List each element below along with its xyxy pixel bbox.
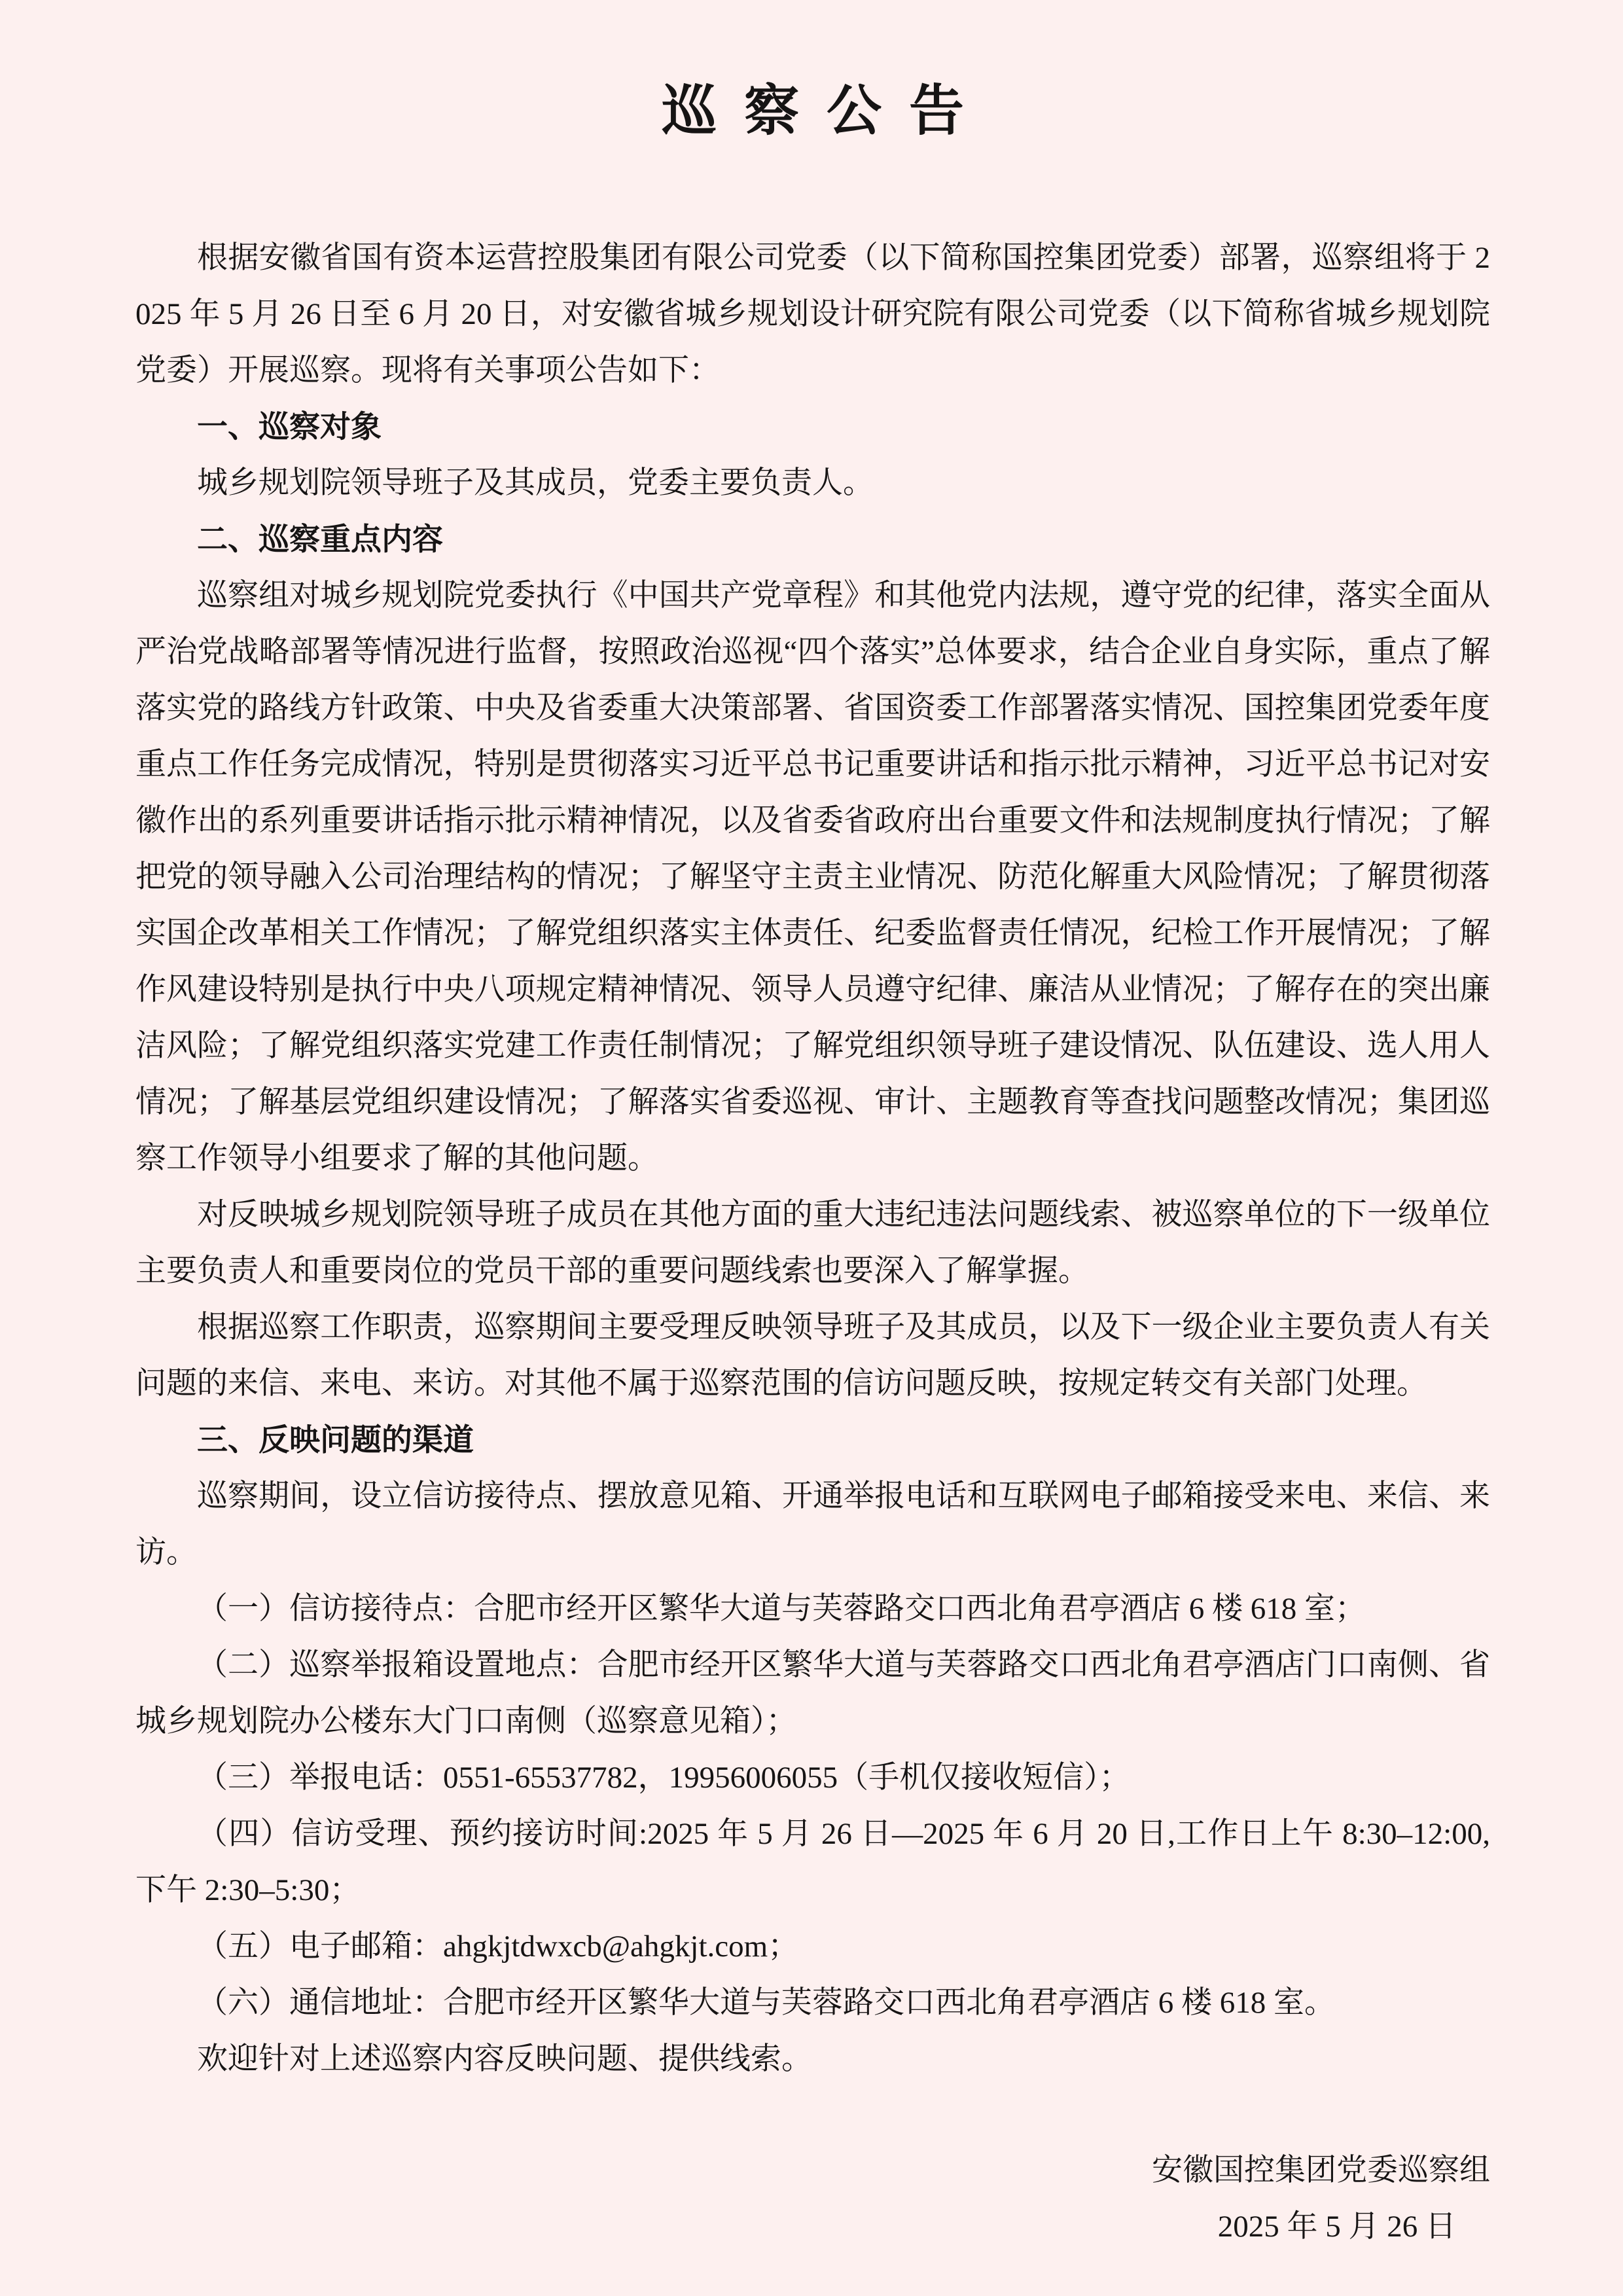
channel-item-3-hotline: （三）举报电话：0551-65537782，19956006055（手机仅接收短信）； — [197, 1761, 1130, 1795]
intro-paragraph: 根据安徽省国有资本运营控股集团有限公司党委（以下简称国控集团党委）部署，巡察组将于 2025 年 5 月 26 日至 6 月 20 日，对安徽省城乡规划设计研究院有限公司党委（以下简称省城乡规划院党委）开展巡察。现将有关事项公告如下： — [135, 241, 1490, 387]
signature-date: 2025 年 5 月 26 日 — [1217, 2210, 1456, 2244]
channel-item-5-email: （五）电子邮箱：ahgkjtdwxcb@ahgkjt.com； — [197, 1929, 799, 1964]
signature-block — [135, 2142, 1490, 2255]
page-title: 巡察公告 — [661, 81, 991, 142]
channel-item-6-mail-address: （六）通信地址：合肥市经开区繁华大道与芙蓉路交口西北角君亭酒店 6 楼 618 室。 — [197, 1986, 1335, 2020]
section-2-heading: 二、巡察重点内容 — [197, 522, 443, 556]
signature-org: 安徽国控集团党委巡察组 — [1152, 2153, 1490, 2187]
section-3-paragraph-intro: 巡察期间，设立信访接待点、摆放意见箱、开通举报电话和互联网电子邮箱接受来电、来信、来访。 — [135, 1479, 1490, 1570]
section-3-heading: 三、反映问题的渠道 — [197, 1422, 474, 1457]
section-2-paragraph-1: 巡察组对城乡规划院党委执行《中国共产党章程》和其他党内法规，遵守党的纪律，落实全面从严治党战略部署等情况进行监督，按照政治巡视“四个落实”总体要求，结合企业自身实际，重点了解落实党的路线方针政策、中央及省委重大决策部署、省国资委工作部署落实情况、国控集团党委年度重点工作任务完成情况，特别是贯彻落实习近平总书记重要讲话和指示批示精神，习近平总书记对安徽作出的系列重要讲话指示批示精神情况，以及省委省政府出台重要文件和法规制度执行情况；了解把党的领导融入公司治理结构的情况；了解坚守主责主业情况、防范化解重大风险情况；了解贯彻落实国企改革相关工作情况；了解党组织落实主体责任、纪委监督责任情况，纪检工作开展情况；了解作风建设特别是执行中央八项规定精神情况、领导人员遵守纪律、廉洁从业情况；了解存在的突出廉洁风险；了解党组织落实党建工作责任制情况；了解党组织领导班子建设情况、队伍建设、选人用人情况；了解基层党组织建设情况；了解落实省委巡视、审计、主题教育等查找问题整改情况；集团巡察工作领导小组要求了解的其他问题。 — [135, 579, 1490, 1175]
closing-paragraph: 欢迎针对上述巡察内容反映问题、提供线索。 — [197, 2042, 812, 2076]
channel-item-1-reception-point: （一）信访接待点：合肥市经开区繁华大道与芙蓉路交口西北角君亭酒店 6 楼 618 室； — [197, 1592, 1366, 1626]
section-1-heading: 一、巡察对象 — [197, 409, 382, 444]
section-2-paragraph-2: 对反映城乡规划院领导班子成员在其他方面的重大违纪违法问题线索、被巡察单位的下一级单位主要负责人和重要岗位的党员干部的重要问题线索也要深入了解掌握。 — [135, 1198, 1490, 1288]
section-1-paragraph: 城乡规划院领导班子及其成员，党委主要负责人。 — [197, 466, 874, 500]
channel-item-4-visit-hours: （四）信访受理、预约接访时间:2025 年 5 月 26 日—2025 年 6 月 20 日,工作日上午 8:30–12:00,下午 2:30–5:30； — [135, 1817, 1490, 1907]
channel-item-2-report-box: （二）巡察举报箱设置地点：合肥市经开区繁华大道与芙蓉路交口西北角君亭酒店门口南侧、省城乡规划院办公楼东大门口南侧（巡察意见箱）； — [135, 1648, 1490, 1738]
section-2-paragraph-3: 根据巡察工作职责，巡察期间主要受理反映领导班子及其成员，以及下一级企业主要负责人有关问题的来信、来电、来访。对其他不属于巡察范围的信访问题反映，按规定转交有关部门处理。 — [135, 1310, 1490, 1401]
